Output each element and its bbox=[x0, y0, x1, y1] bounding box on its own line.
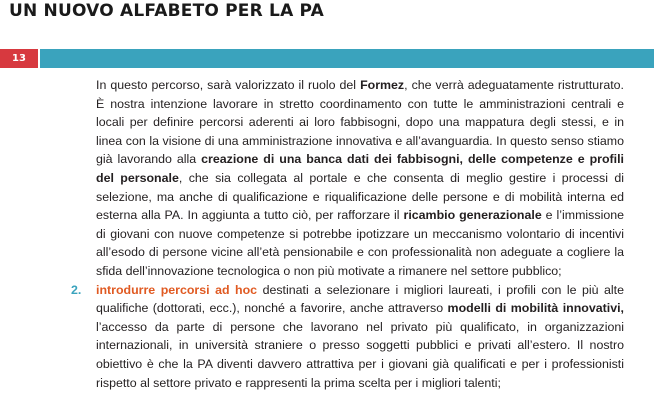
page-title: UN NUOVO ALFABETO PER LA PA bbox=[9, 1, 324, 21]
list-item bbox=[71, 281, 624, 393]
header-accent-bar bbox=[40, 49, 654, 68]
bold-phrase-mobilita: modelli di mobilità innovativi, bbox=[447, 301, 624, 316]
document-body bbox=[71, 76, 625, 392]
text-run: In questo percorso, sarà valorizzato il ruolo del bbox=[96, 78, 361, 92]
bold-phrase-banca-dati: creazione di una banca dati dei fabbisogni, delle competenze e profili del personale bbox=[96, 152, 624, 185]
text-run: , che verrà adeguatamente ristrutturato. È nostra intenzione lavorare in stretto coordinamento con tutte le amministrazioni centrali e locali per definire percorsi aderenti ai loro fabbisogni, dopo una mappatura degli stessi, e in linea con la visione di una amministrazione innovativa e all’avanguardia. In questo senso stiamo già lavorando alla bbox=[96, 78, 624, 167]
text-run: , che sia collegata al portale e che consenta di meglio gestire i processi di selezione, ma anche di qualificazione e riqualificazione delle persone e di mobilità interna ed esterna alla PA. In aggiunta a tutto ciò, per rafforzare il bbox=[96, 170, 625, 223]
bold-phrase-ricambio: ricambio generazionale bbox=[403, 208, 542, 223]
bold-phrase-formez: Formez bbox=[360, 78, 405, 92]
text-run: l’accesso da parte di persone che lavorano nel privato più qualificato, in organizzazioni internazionali, in università straniere o presso soggetti pubblici e privati all’estero. Il nostro obiettivo è che la PA diventi davvero attrattiva per i giovani già qualificati e per i professionisti rispetto al settore privato e rappresenti la prima scelta per i migliori talenti; bbox=[96, 319, 624, 390]
body-paragraph bbox=[96, 76, 624, 281]
page-number-badge: 13 bbox=[0, 49, 38, 68]
text-run: destinati a selezionare i migliori laureati, i profili con le più alte qualifiche (dottorati, ecc.), nonché a favorire, anche attraverso bbox=[96, 282, 624, 316]
list-number: 2. bbox=[71, 282, 82, 297]
highlighted-lead: introdurre percorsi ad hoc bbox=[96, 282, 258, 297]
text-run: e l’immissione di giovani con nuove competenze si potrebbe ipotizzare un meccanismo volontario di incentivi all’esodo di persone vicine all’età pensionabile e con professionalità non adeguate a cogliere la sfida dell’innovazione tecnologica o non più motivate a rimanere nel settore pubblico; bbox=[96, 208, 624, 278]
